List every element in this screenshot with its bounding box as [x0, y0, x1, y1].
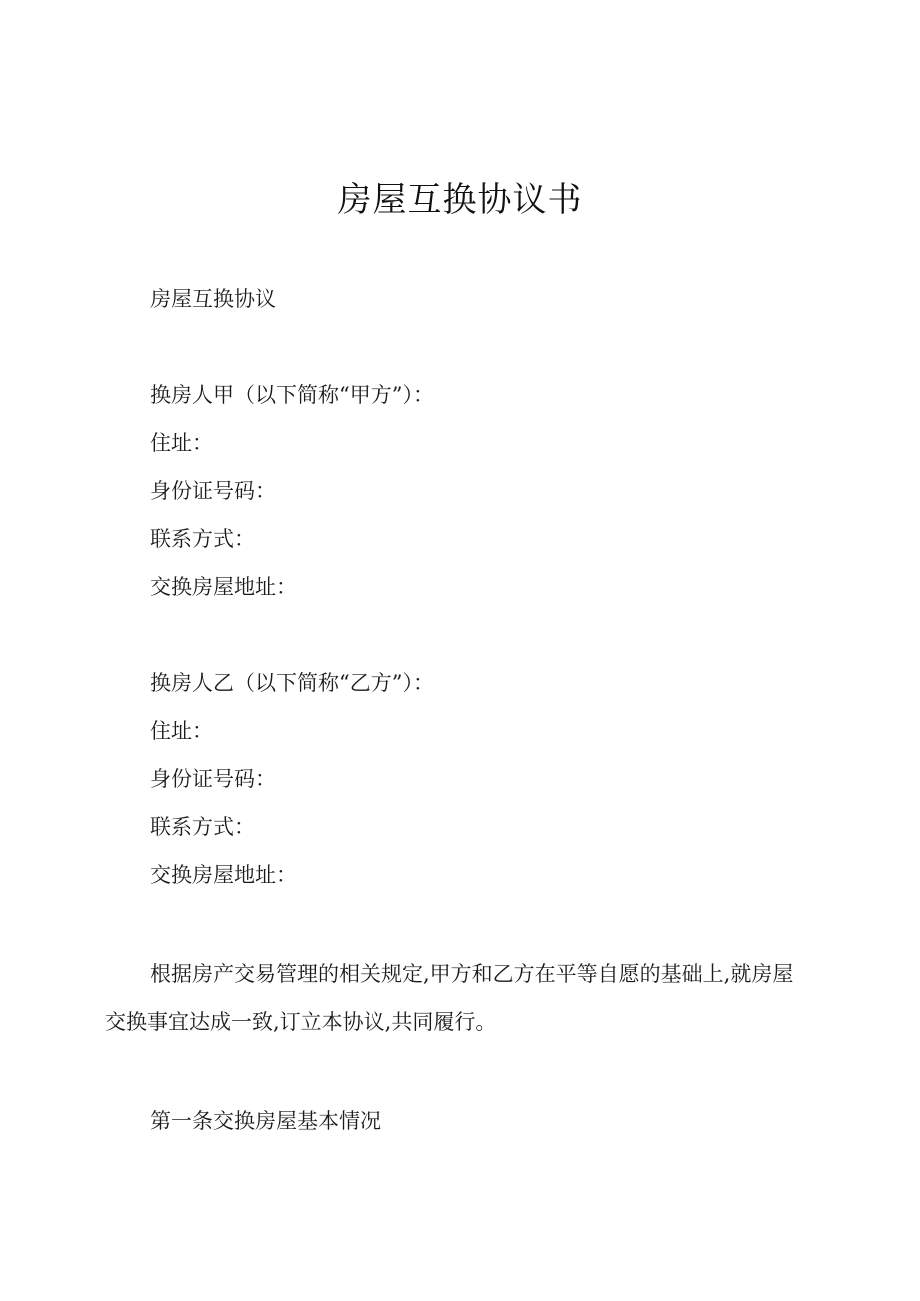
- party-b-id-label: 身份证号码：: [150, 767, 276, 791]
- party-b-heading: 换房人乙（以下简称“乙方”）：: [150, 671, 434, 695]
- party-b-contact-label: 联系方式：: [150, 815, 255, 839]
- party-b-address-label: 住址：: [150, 719, 213, 743]
- agreement-subtitle: 房屋互换协议: [150, 287, 276, 311]
- party-a-address-label: 住址：: [150, 431, 213, 455]
- party-a-contact-label: 联系方式：: [150, 527, 255, 551]
- party-a-heading: 换房人甲（以下简称“甲方”）：: [150, 383, 434, 407]
- party-a-house-address-label: 交换房屋地址：: [150, 575, 297, 599]
- article-1-heading: 第一条交换房屋基本情况: [150, 1109, 381, 1133]
- document-title: 房屋互换协议书: [337, 180, 583, 220]
- preamble-paragraph: 根据房产交易管理的相关规定,甲方和乙方在平等自愿的基础上,就房屋交换事宜达成一致,订立本协议,共同履行。: [105, 962, 794, 1034]
- party-b-house-address-label: 交换房屋地址：: [150, 863, 297, 887]
- party-a-id-label: 身份证号码：: [150, 479, 276, 503]
